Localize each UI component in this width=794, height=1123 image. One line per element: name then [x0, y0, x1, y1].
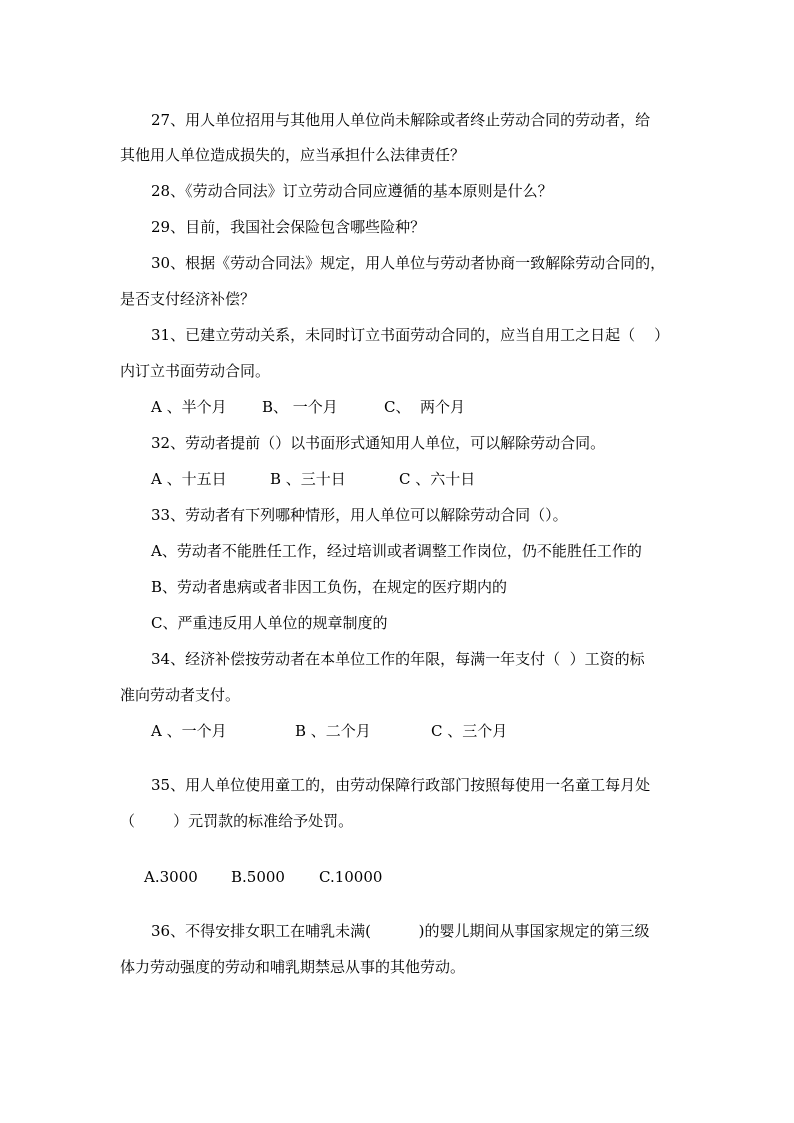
question-34-option-a: A 、一个月	[151, 722, 227, 740]
question-32-option-a: A 、十五日	[151, 470, 227, 488]
question-28: 28、《劳动合同法》订立劳动合同应遵循的基本原则是什么？	[151, 182, 553, 200]
question-35-option-b: B.5000	[231, 868, 285, 886]
question-34-option-b: B 、二个月	[295, 722, 371, 740]
question-35-line-1: 35、用人单位使用童工的，由劳动保障行政部门按照每使用一名童工每月处	[151, 776, 651, 794]
question-31-line-1: 31、已建立劳动关系，未同时订立书面劳动合同的，应当自用工之日起（ ）	[151, 326, 670, 344]
question-27-line-1: 27、用人单位招用与其他用人单位尚未解除或者终止劳动合同的劳动者，给	[151, 111, 651, 129]
question-34-line-1: 34、经济补偿按劳动者在本单位工作的年限，每满一年支付（ ）工资的标	[151, 650, 645, 668]
question-31-option-b: B、 一个月	[262, 398, 338, 416]
question-31-line-2: 内订立书面劳动合同。	[120, 362, 271, 380]
question-34-option-c: C 、三个月	[431, 722, 508, 740]
question-31-option-c: C、 两个月	[384, 398, 466, 416]
question-35-option-c: C.10000	[319, 868, 383, 886]
question-35-line-2: （ ）元罚款的标准给予处罚。	[120, 812, 354, 830]
question-33-option-a: A、劳动者不能胜任工作，经过培训或者调整工作岗位，仍不能胜任工作的	[151, 542, 642, 560]
question-31-option-a: A 、半个月	[151, 398, 227, 416]
question-34-line-2: 准向劳动者支付。	[120, 686, 241, 704]
question-30-line-1: 30、根据《劳动合同法》规定，用人单位与劳动者协商一致解除劳动合同的，	[151, 254, 666, 272]
question-33: 33、劳动者有下列哪种情形，用人单位可以解除劳动合同（）。	[151, 506, 568, 524]
question-29: 29、目前，我国社会保险包含哪些险种？	[151, 218, 426, 236]
question-33-option-b: B、劳动者患病或者非因工负伤，在规定的医疗期内的	[151, 578, 508, 596]
question-32-option-b: B 、三十日	[270, 470, 346, 488]
question-36-line-2: 体力劳动强度的劳动和哺乳期禁忌从事的其他劳动。	[120, 958, 466, 976]
question-36-line-1: 36、不得安排女职工在哺乳未满( )的婴儿期间从事国家规定的第三级	[151, 922, 650, 940]
question-30-line-2: 是否支付经济补偿？	[120, 290, 256, 308]
question-27-line-2: 其他用人单位造成损失的，应当承担什么法律责任？	[120, 146, 466, 164]
question-33-option-c: C、严重违反用人单位的规章制度的	[151, 614, 388, 632]
question-35-option-a: A.3000	[144, 868, 198, 886]
question-32-option-c: C 、六十日	[399, 470, 476, 488]
question-32: 32、劳动者提前（）以书面形式通知用人单位，可以解除劳动合同。	[151, 434, 606, 452]
